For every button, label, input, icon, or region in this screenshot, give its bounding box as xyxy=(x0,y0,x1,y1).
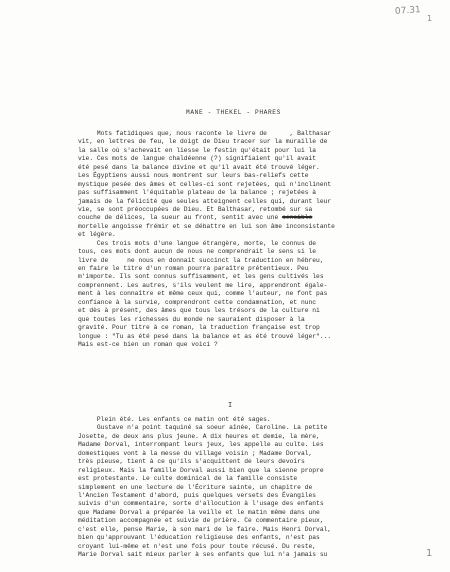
text-line: comprennent. Les autres, s'ils veulent me lire, apprendront égale- xyxy=(78,281,328,289)
text-line: vie. Ces mots de langue chaldéenne (?) signifiaient qu'il avait xyxy=(78,155,317,163)
document-title: MANE - THEKEL - PHARES xyxy=(186,109,281,116)
text-line: religieux. Mais la famille Dorval aussi bien que la sienne propre xyxy=(78,466,324,474)
text-line: Marie Dorval sait mieux parler à ses enfants que lui n'a jamais su xyxy=(78,551,328,558)
text-line: Josette, de deux ans plus jeune. A dix heures et demie, la mère, xyxy=(78,432,320,440)
text-line: est protestante. Le culte dominical de la famille consiste xyxy=(78,475,298,483)
text-line: Gustave n'a point taquiné sa soeur aînée, Caroline. La petite xyxy=(78,424,328,432)
text-line: que Madame Dorval a préparée la veille et le matin même dans une xyxy=(78,508,320,516)
text-line: gravité. Pour titre à ce roman, la traduction française est trop xyxy=(78,324,320,332)
text-line: Les Égyptiens aussi nous montrent sur leurs bas-reliefs cette xyxy=(78,172,309,180)
struck-word: sensible xyxy=(282,214,313,222)
text-line: et dès à présent, des âmes que tous les trésors de la culture ni xyxy=(78,307,320,315)
text-line: méditation accompagnée et suivie de prière. Ce commentaire pieux, xyxy=(78,517,324,525)
text-line: longue : "Tu as été pesé dans la balance et as été trouvé léger"... xyxy=(78,332,332,340)
section-number: I xyxy=(228,402,233,410)
handwritten-date-note: 07.31 xyxy=(394,5,422,17)
text-line: mortelle angoisse frémir et se débattre en lui son âme inconsistante xyxy=(78,222,335,230)
text-line: la salle où s'achevait en liesse le festin qu'était pour lui la xyxy=(78,146,317,154)
text-line: ment à les connaître et même ceux qui, comme l'auteur, ne font pas xyxy=(78,290,328,298)
text-line: mystique pesée des âmes et celles-ci sont rejetées, qui n'inclinent xyxy=(78,180,332,188)
text-line: été pesé dans la balance divine et qu'il avait été trouvé léger. xyxy=(78,163,320,171)
text-line: Madame Dorval, interrompant leurs jeux, les appelle au culte. Les xyxy=(78,441,324,449)
text-line: croyant lui-même et n'est une fois pour toute récusé. Du reste, xyxy=(78,542,317,550)
handwritten-page-number: 1 xyxy=(426,548,433,559)
handwritten-page-mark: 1 xyxy=(427,14,433,23)
text-line: suivis d'un commentaire, sorte d'allocution à l'usage des enfants xyxy=(78,500,324,508)
text-line: simplement en une lecture de l'Écriture sainte, un chapitre de xyxy=(78,483,313,491)
text-line: vit, en lettres de feu, le doigt de Dieu tracer sur la muraille de xyxy=(78,138,328,146)
text-line: et légère. xyxy=(78,231,116,239)
text-line: couche de délices, la sueur au front, sentit avec une sensible xyxy=(78,214,313,222)
text-line: confiance à la survie, comprendront cette condamnation, et nunc xyxy=(78,298,317,306)
text-line: bien qu'approuvant l'éducation religieuse des enfants, n'est pas xyxy=(78,534,320,542)
text-line: que toutes les richesses du monde ne sauraient disposer à la xyxy=(78,315,305,323)
text-line: m'importe. Ils sont connus suffisamment, et les gens cultivés les xyxy=(78,273,324,281)
text-line: en faire le titre d'un roman pourra paraître prétentieux. Peu xyxy=(78,265,309,272)
chapter-text-block xyxy=(78,416,418,559)
text-line: jamais de la félicité que seules atteignent celles qui, durant leur xyxy=(78,197,332,205)
text-line: c'est elle, pense Marie, à son mari de le faire. Mais Henri Dorval, xyxy=(78,525,332,533)
text-line: Plein été. Les enfants ce matin ont été sages. xyxy=(78,416,271,423)
intro-text-block xyxy=(78,130,418,349)
text-line: tous, ces mots dont aucun de nous ne comprendrait le sens si le xyxy=(78,248,317,256)
text-line: très pieuse, tient à ce qu'ils s'acquittent de leurs devoirs xyxy=(78,458,305,466)
text-line: l'Ancien Testament d'abord, puis quelques versets des Évangiles xyxy=(78,491,317,499)
text-line: vie, se sont préoccupées de Dieu. Et Balthasar, retombé sur sa xyxy=(78,205,313,213)
text-line: Ces trois mots d'une langue étrangère, morte, le connus de xyxy=(78,239,317,247)
text-line: Mais est-ce bien un roman que voici ? xyxy=(78,340,218,348)
text-line: pas suffisamment l'équitable plateau de la balance ; rejetées à xyxy=(78,189,317,197)
text-line: Mots fatidiques que, nous raconte le livre de , Balthasar xyxy=(78,130,332,137)
text-line: domestiques vont à la messe du village voisin ; Madame Dorval, xyxy=(78,449,313,457)
text-line: livre de ne nous en donnait succinct la traduction en hébreu, xyxy=(78,256,324,264)
